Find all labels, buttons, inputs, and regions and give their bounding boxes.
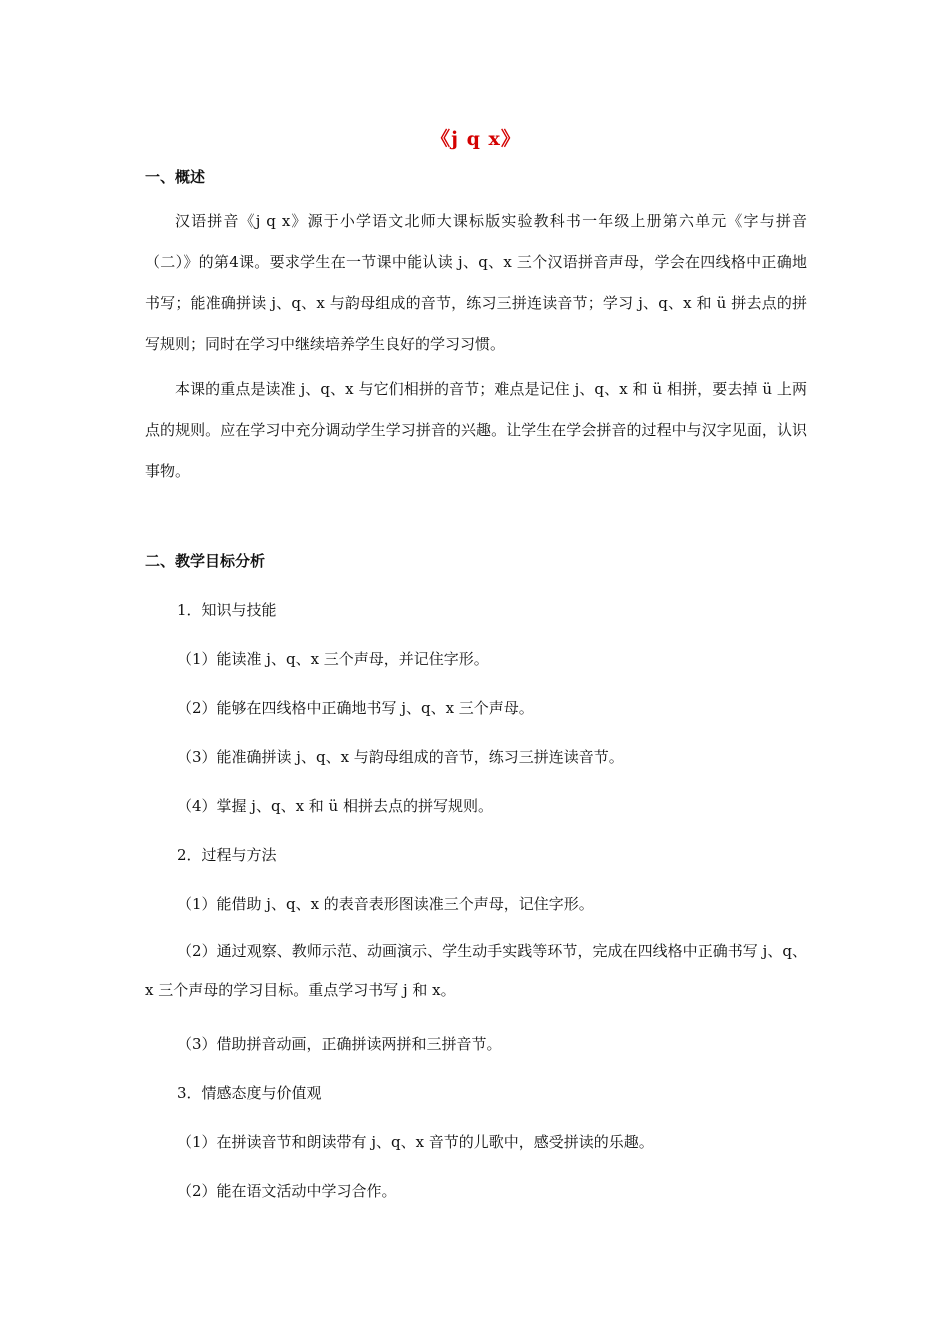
document-page bbox=[145, 120, 807, 1202]
objective-item: （4）掌握 j、q、x 和 ü 相拼去点的拼写规则。 bbox=[177, 797, 493, 815]
objective-item: （3）借助拼音动画，正确拼读两拼和三拼音节。 bbox=[177, 1035, 502, 1053]
subsection-label-attitude: 3．情感态度与价值观 bbox=[177, 1084, 322, 1102]
objective-item: （1）能借助 j、q、x 的表音表形图读准三个声母，记住字形。 bbox=[177, 895, 594, 913]
objective-item: （2）能在语文活动中学习合作。 bbox=[177, 1182, 397, 1200]
overview-paragraph-1: 汉语拼音《j q x》源于小学语文北师大课标版实验教科书一年级上册第六单元《字与拼音（二）》的第4课。要求学生在一节课中能认读 j、q、x 三个汉语拼音声母，学会在四线格中正确地书写；能准确拼读 j、q、x 与韵母组成的音节，练习三拼连读音节；学习 j、q、x 和 ü 拼去点的拼写规则；同时在学习中继续培养学生良好的学习习惯。 bbox=[145, 212, 807, 353]
subsection-label-process: 2．过程与方法 bbox=[177, 846, 277, 864]
objective-item: （2）通过观察、教师示范、动画演示、学生动手实践等环节，完成在四线格中正确书写 j、q、x 三个声母的学习目标。重点学习书写 j 和 x。 bbox=[145, 942, 807, 999]
section-heading-overview: 一、概述 bbox=[145, 168, 206, 186]
subsection-label-knowledge: 1．知识与技能 bbox=[177, 601, 277, 619]
objective-item: （1）能读准 j、q、x 三个声母，并记住字形。 bbox=[177, 650, 489, 668]
objective-item: （2）能够在四线格中正确地书写 j、q、x 三个声母。 bbox=[177, 699, 534, 717]
objective-item: （3）能准确拼读 j、q、x 与韵母组成的音节，练习三拼连读音节。 bbox=[177, 748, 624, 766]
section-heading-objectives: 二、教学目标分析 bbox=[145, 552, 266, 570]
objective-item: （1）在拼读音节和朗读带有 j、q、x 音节的儿歌中，感受拼读的乐趣。 bbox=[177, 1133, 654, 1151]
overview-paragraph-2: 本课的重点是读准 j、q、x 与它们相拼的音节；难点是记住 j、q、x 和 ü 相拼，要去掉 ü 上两点的规则。应在学习中充分调动学生学习拼音的兴趣。让学生在学会拼音的过程中与汉字见面，认识事物。 bbox=[145, 380, 807, 480]
document-title: 《j q x》 bbox=[431, 128, 521, 150]
